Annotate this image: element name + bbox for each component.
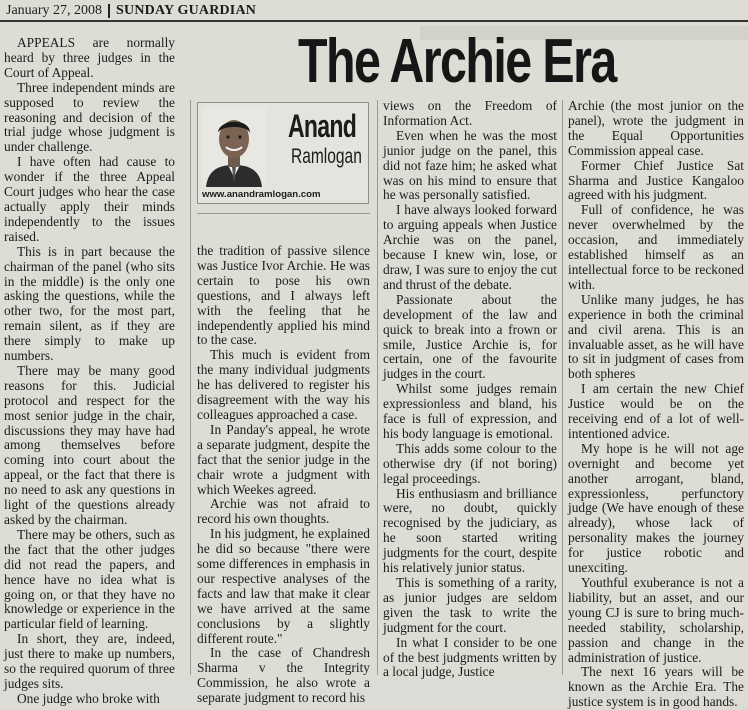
paragraph: In short, they are, indeed, just there to make up numbers, so the required quorum of three judges sits. (4, 631, 175, 691)
paragraph: My hope is he will not age overnight and become yet another arrogant, bland, expressionless, perfunctory judge (We have enough of these already), whose lack of personality makes the journey for justice robotic and unexciting. (568, 440, 744, 576)
column-rule (377, 100, 378, 675)
paragraph: Even when he was the most junior judge on the panel, this did not faze him; he asked what was on his mind to ensure that he was personally satisfied. (383, 127, 557, 203)
byline-box (197, 102, 369, 204)
paragraph: The next 16 years will be known as the Archie Era. The justice system is in good hands. (568, 664, 744, 710)
paragraph: Unlike many judges, he has experience in both the criminal and civil arena. This is an invaluable asset, as he will have to sit in judgment of cases from both spheres (568, 291, 744, 382)
paragraph: Youthful exuberance is not a liability, but an asset, and our young CJ is sure to bring much-needed stability, scholarship, passion and change in the administration of justice. (568, 575, 744, 665)
paragraph: There may be others, such as the fact that the other judges did not read the papers, and hence have no idea what is going on, or that they have no knowledge or experience in the particular field of learning. (4, 526, 175, 632)
paragraph: In the case of Chandresh Sharma v the Integrity Commission, he also wrote a separate judgment to record his (197, 645, 370, 706)
paragraph: Passionate about the development of the law and quick to break into a frown or smile, Justice Archie is, for certain, one of the favourite judges in the court. (383, 291, 557, 382)
column-rule (562, 100, 563, 675)
issue-date: January 27, 2008 (6, 3, 103, 18)
paragraph: Archie (the most junior on the panel), wrote the judgment in the Equal Opportunities Commission appeal case. (568, 98, 744, 158)
headline: The Archie Era (298, 27, 616, 96)
paragraph: Whilst some judges remain expressionless and bland, his face is full of expression, and his body language is emotional. (383, 381, 557, 441)
paragraph: views on the Freedom of Information Act. (383, 98, 557, 128)
article-column-3 (383, 99, 557, 680)
column-rule (190, 100, 191, 675)
paragraph: This is something of a rarity, as junior judges are seldom given the task to write the judgment for the court. (383, 575, 557, 635)
paragraph: the tradition of passive silence was Justice Ivor Archie. He was certain to pose his own questions, and I always left with the feeling that he independently applied his mind to the case. (197, 243, 370, 348)
paragraph: I have always looked forward to arguing appeals when Justice Archie was on the panel, because I knew win, lose, or draw, I was sure to enjoy the cut and thrust of the debate. (383, 202, 557, 292)
paragraph: His enthusiasm and brilliance were, no doubt, quickly recognised by the judiciary, as he soon started writing judgments for the court, despite his relatively junior status. (383, 485, 557, 576)
paragraph: This much is evident from the many individual judgments he has delivered to register his disagreement with the way his colleagues approached a case. (197, 347, 370, 422)
paragraph: I am certain the new Chief Justice would be on the receiving end of a lot of well-intentioned advice. (568, 381, 744, 441)
article-column-4 (568, 99, 744, 710)
paragraph: Three independent minds are supposed to review the reasoning and decision of the trial judge whose judgment is under challenge. (4, 79, 175, 155)
author-portrait (202, 107, 266, 187)
paragraph: There may be many good reasons for this. Judicial protocol and respect for the most senior judge in the chair, discussions they may have had among themselves before coming into court about the appeal, or the fact that there is no need to ask any questions in light of the questions already asked by the chairman. (4, 362, 175, 527)
masthead (6, 2, 256, 20)
author-website: www.anandramlogan.com (202, 189, 321, 200)
paragraph: Former Chief Justice Sat Sharma and Justice Kangaloo agreed with his judgment. (568, 157, 744, 203)
paragraph: I have often had cause to wonder if the three Appeal Court judges who hear the case actually apply their minds independently to the issues raised. (4, 154, 175, 244)
paragraph: In his judgment, he explained he did so because "there were some differences in emphasis in our respective analyses of the facts and law that make it clear we have arrived at the same conclusions by a slightly different route." (197, 526, 370, 646)
paragraph: This is in part because the chairman of the panel (who sits in the middle) is the only one asking the questions, while the other two, for the most part, remain silent, as if they are there simply to make up numbers. (4, 243, 175, 364)
paragraph: Archie was not afraid to record his own thoughts. (197, 496, 370, 527)
byline-rule (197, 213, 370, 214)
author-last-name: Ramlogan (291, 145, 362, 168)
paragraph: Full of confidence, he was never overwhelmed by the occasion, and immediately established himself as an intellectual force to be reckoned with. (568, 202, 744, 292)
paragraph: One judge who broke with (17, 690, 160, 706)
masthead-separator (108, 4, 110, 18)
paragraph: In Panday's appeal, he wrote a separate judgment, despite the fact that the senior judge in the chair wrote a judgment with which Weekes agreed. (197, 421, 370, 497)
author-first-name: Anand (288, 108, 357, 144)
article-column-1 (4, 36, 175, 707)
newspaper-name: SUNDAY GUARDIAN (116, 3, 257, 18)
paragraph: APPEALS are normally heard by three judges in the Court of Appeal. (4, 35, 175, 80)
paragraph: This adds some colour to the otherwise dry (if not boring) legal proceedings. (383, 440, 557, 486)
paragraph: In what I consider to be one of the best judgments written by a local judge, Justice (383, 634, 557, 680)
article-column-2 (197, 244, 370, 706)
